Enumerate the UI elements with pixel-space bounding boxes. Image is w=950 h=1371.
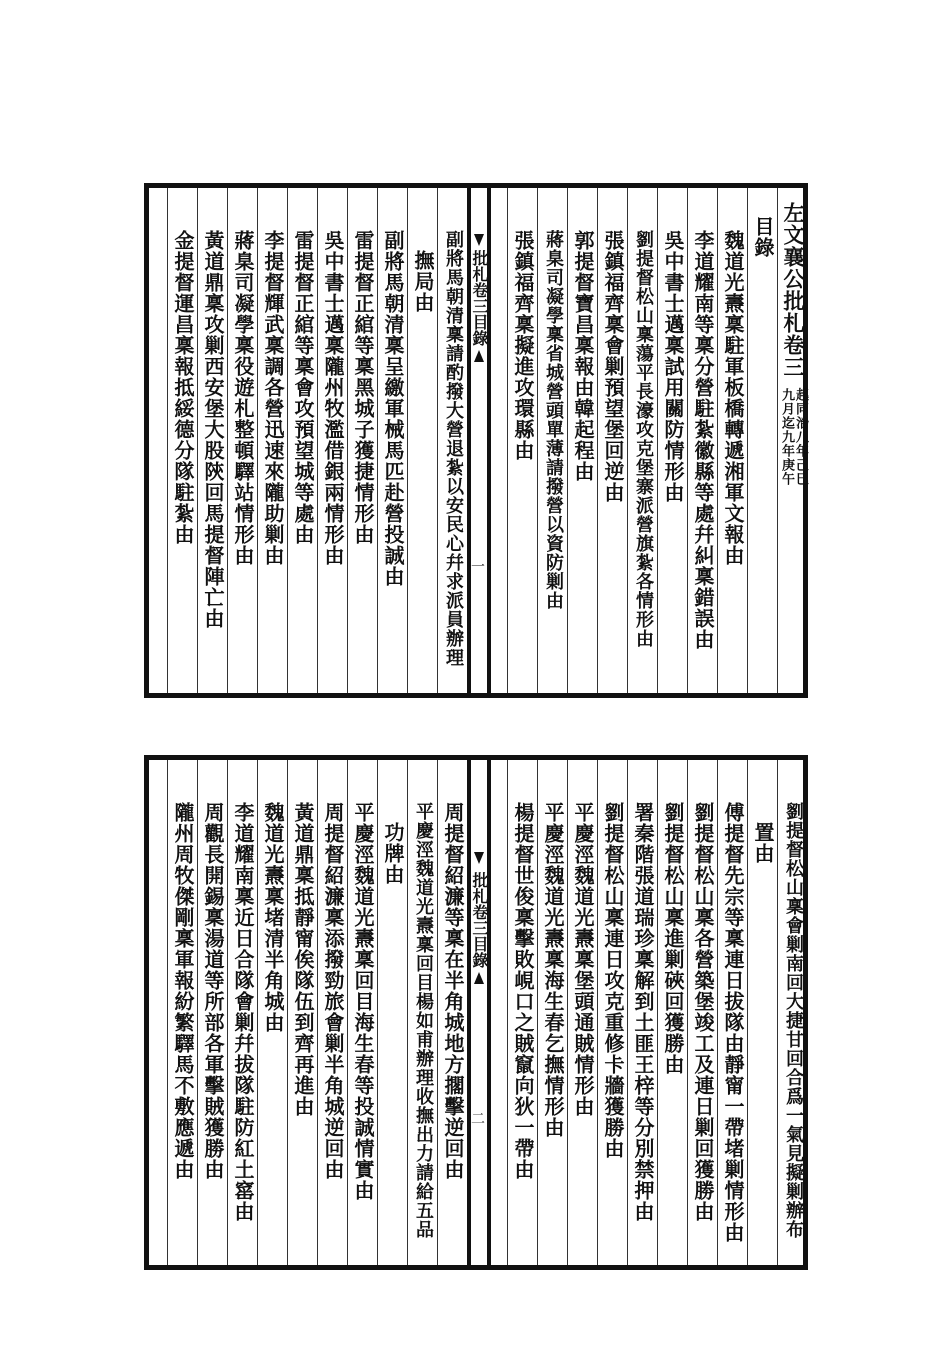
toc-entry: 平慶涇魏道光燾稟回目海生春等投誠情實由: [351, 802, 375, 1201]
column-rule: [537, 760, 538, 1265]
center-gutter: [467, 760, 491, 1265]
center-gutter: [467, 188, 491, 693]
toc-entry: 功牌由: [381, 822, 405, 885]
column-rule: [747, 188, 748, 693]
gutter-label: 批札卷三目錄: [470, 872, 489, 968]
column-rule: [317, 188, 318, 693]
toc-entry: 周提督紹濂稟添撥勁旅會剿半角城逆回由: [321, 802, 345, 1180]
toc-entry: 李提督輝武稟調各營迅速來隴助剿由: [261, 230, 285, 566]
gutter-label: 批札卷三目錄: [470, 250, 489, 346]
column-rule: [597, 188, 598, 693]
column-rule: [437, 188, 438, 693]
column-rule: [747, 760, 748, 1265]
toc-entry: 黃道鼎稟抵靜甯俟隊伍到齊再進由: [291, 802, 315, 1117]
title-note: 九月迄九年庚午: [779, 388, 794, 486]
column-rule: [347, 760, 348, 1265]
toc-entry: 平慶涇魏道光燾稟回目楊如甫辦理收撫出力請給五品: [413, 802, 434, 1239]
toc-entry: 副將馬朝清稟呈繳軍械馬匹赴營投誠由: [381, 230, 405, 587]
bottom-page: [144, 755, 808, 1270]
column-rule: [407, 760, 408, 1265]
toc-entry: 蔣臬司凝學稟役遊札整頓驛站情形由: [231, 230, 255, 566]
toc-entry: 張鎮福齊稟擬進攻環縣由: [511, 230, 535, 461]
column-rule: [257, 760, 258, 1265]
column-rule: [227, 188, 228, 693]
column-rule: [567, 760, 568, 1265]
column-rule: [687, 188, 688, 693]
column-rule: [507, 760, 508, 1265]
book-title: 左文襄公批札卷三: [781, 202, 806, 378]
toc-entry: 金提督運昌稟報抵綏德分隊駐紮由: [171, 230, 195, 545]
toc-entry: 劉提督松山稟連日攻克重修卡牆獲勝由: [601, 802, 625, 1159]
column-rule: [227, 760, 228, 1265]
toc-entry: 黃道鼎稟攻剿西安堡大股陝回馬提督陣亡由: [201, 230, 225, 629]
toc-entry: 魏道光燾稟駐軍板橋轉遞湘軍文報由: [721, 230, 745, 566]
toc-entry: 蔣臬司凝學稟省城營頭單薄請撥營以資防剿由: [543, 230, 564, 610]
toc-entry: 楊提督世俊稟擊敗峴口之賊竄向狄一帶由: [511, 802, 535, 1180]
column-rule: [197, 188, 198, 693]
toc-entry: 平慶涇魏道光燾稟海生春乞撫情形由: [541, 802, 565, 1138]
column-rule: [537, 188, 538, 693]
toc-entry: 劉提督松山稟進剿硤回獲勝由: [661, 802, 685, 1075]
toc-entry: 李道耀南稟近日合隊會剿幷拔隊駐防紅土窰由: [231, 802, 255, 1222]
toc-entry: 雷提督正綰等稟黑城子獲捷情形由: [351, 230, 375, 545]
toc-entry: 吳中書士邁稟試用關防情形由: [661, 230, 685, 503]
toc-entry: 劉提督松山稟蕩平長濠攻克堡寨派營旗紮各情形由: [633, 230, 654, 648]
column-rule: [257, 188, 258, 693]
title-note: 起同治八年己巳: [793, 388, 808, 486]
fish-tail-icon: [474, 234, 484, 246]
column-rule: [167, 188, 168, 693]
toc-entry: 置由: [751, 822, 775, 864]
toc-entry: 隴州周牧傑剛稟軍報紛繁驛馬不敷應遞由: [171, 802, 195, 1180]
column-rule: [167, 760, 168, 1265]
page-number: 二: [469, 1111, 485, 1125]
toc-entry: 魏道光燾稟堵清半角城由: [261, 802, 285, 1033]
toc-entry: 吳中書士邁稟隴州牧濫借銀兩情形由: [321, 230, 345, 566]
page-number: 一: [469, 559, 485, 573]
column-rule: [717, 188, 718, 693]
toc-entry: 撫局由: [411, 250, 435, 313]
toc-entry: 張鎮福齊稟會剿預望堡回逆由: [601, 230, 625, 503]
toc-entry: 署秦階張道瑞珍稟解到土匪王梓等分別禁押由: [631, 802, 655, 1222]
fish-tail-icon: [474, 972, 484, 984]
column-rule: [437, 760, 438, 1265]
toc-entry: 劉提督松山稟各營築堡竣工及連日剿回獲勝由: [691, 802, 715, 1222]
column-rule: [197, 760, 198, 1265]
column-rule: [567, 188, 568, 693]
toc-entry: 劉提督松山稟會剿南回大捷甘回合爲一氣見擬剿辦布: [783, 802, 804, 1239]
toc-entry: 周提督紹濂等稟在半角城地方擱擊逆回由: [441, 802, 465, 1180]
column-rule: [627, 188, 628, 693]
column-rule: [777, 188, 778, 693]
column-rule: [287, 760, 288, 1265]
toc-entry: 周觀長開錫稟湯道等所部各軍擊賊獲勝由: [201, 802, 225, 1180]
toc-entry: 郭提督寶昌稟報由韓起程由: [571, 230, 595, 482]
toc-entry: 傅提督先宗等稟連日拔隊由靜甯一帶堵剿情形由: [721, 802, 745, 1243]
toc-entry: 副將馬朝清稟請酌撥大營退紮以安民心幷求派員辦理: [443, 230, 464, 667]
column-rule: [507, 188, 508, 693]
column-rule: [717, 760, 718, 1265]
column-rule: [627, 760, 628, 1265]
toc-entry: 李道耀南等稟分營駐紮徽縣等處幷糾稟錯誤由: [691, 230, 715, 650]
toc-entry: 雷提督正綰等稟會攻預望城等處由: [291, 230, 315, 545]
top-page: [144, 183, 808, 698]
column-rule: [407, 188, 408, 693]
column-rule: [657, 760, 658, 1265]
section-heading: 目錄: [751, 216, 775, 258]
column-rule: [347, 188, 348, 693]
toc-entry: 平慶涇魏道光燾稟堡頭通賊情形由: [571, 802, 595, 1117]
fish-tail-icon: [474, 852, 484, 864]
column-rule: [377, 760, 378, 1265]
column-rule: [657, 188, 658, 693]
column-rule: [377, 188, 378, 693]
column-rule: [597, 760, 598, 1265]
fish-tail-icon: [474, 350, 484, 362]
column-rule: [777, 760, 778, 1265]
column-rule: [287, 188, 288, 693]
column-rule: [687, 760, 688, 1265]
column-rule: [317, 760, 318, 1265]
